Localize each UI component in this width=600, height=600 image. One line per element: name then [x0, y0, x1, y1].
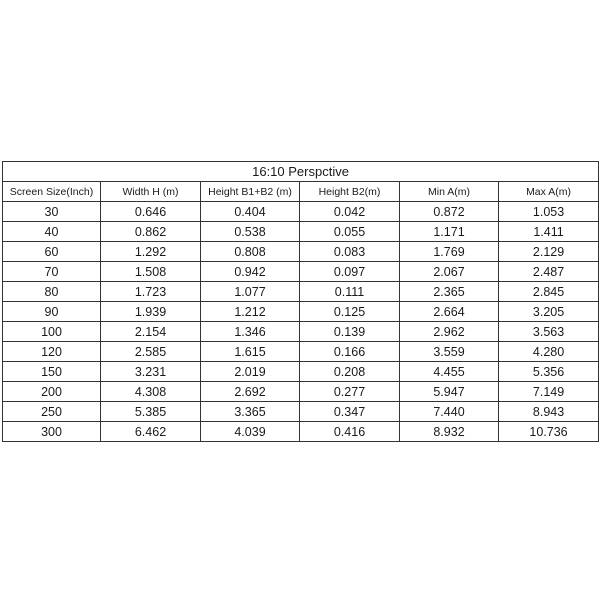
table-body [3, 202, 599, 442]
table-cell: 0.139 [300, 322, 400, 342]
table-cell: 150 [3, 362, 101, 382]
table-cell: 0.055 [300, 222, 400, 242]
table-cell: 3.205 [499, 302, 599, 322]
table-cell: 2.845 [499, 282, 599, 302]
table-cell: 250 [3, 402, 101, 422]
table-row [3, 382, 599, 402]
table-cell: 100 [3, 322, 101, 342]
column-header-min-a: Min A(m) [400, 182, 499, 202]
table-cell: 2.692 [201, 382, 300, 402]
column-header-height-b1-b2: Height B1+B2 (m) [201, 182, 300, 202]
table-cell: 3.365 [201, 402, 300, 422]
table-cell: 0.277 [300, 382, 400, 402]
table-cell: 4.455 [400, 362, 499, 382]
projection-size-table [2, 161, 599, 442]
table-cell: 1.346 [201, 322, 300, 342]
table-cell: 0.042 [300, 202, 400, 222]
table-cell: 0.097 [300, 262, 400, 282]
table-cell: 2.664 [400, 302, 499, 322]
table-cell: 0.208 [300, 362, 400, 382]
table-cell: 60 [3, 242, 101, 262]
table-cell: 0.538 [201, 222, 300, 242]
table-cell: 300 [3, 422, 101, 442]
table-cell: 0.166 [300, 342, 400, 362]
table-cell: 4.039 [201, 422, 300, 442]
table-cell: 0.404 [201, 202, 300, 222]
table-cell: 1.053 [499, 202, 599, 222]
table-header-row [3, 182, 599, 202]
table-cell: 1.615 [201, 342, 300, 362]
table-cell: 1.292 [101, 242, 201, 262]
table-cell: 0.646 [101, 202, 201, 222]
table-cell: 1.077 [201, 282, 300, 302]
column-header-max-a: Max A(m) [499, 182, 599, 202]
table-row [3, 242, 599, 262]
table-row [3, 202, 599, 222]
table-cell: 3.563 [499, 322, 599, 342]
table-cell: 1.723 [101, 282, 201, 302]
table-cell: 2.962 [400, 322, 499, 342]
table-row [3, 402, 599, 422]
table-cell: 1.508 [101, 262, 201, 282]
table-cell: 5.385 [101, 402, 201, 422]
table-cell: 4.308 [101, 382, 201, 402]
table-cell: 0.083 [300, 242, 400, 262]
table-cell: 5.356 [499, 362, 599, 382]
table-row [3, 222, 599, 242]
table-cell: 6.462 [101, 422, 201, 442]
table-cell: 90 [3, 302, 101, 322]
column-header-height-b2: Height B2(m) [300, 182, 400, 202]
table-title-row [3, 162, 599, 182]
table-cell: 0.416 [300, 422, 400, 442]
table-cell: 30 [3, 202, 101, 222]
table-cell: 7.440 [400, 402, 499, 422]
table-cell: 8.932 [400, 422, 499, 442]
table-cell: 2.365 [400, 282, 499, 302]
table-cell: 0.111 [300, 282, 400, 302]
table-row [3, 262, 599, 282]
table-title: 16:10 Perspctive [3, 162, 599, 182]
table-cell: 1.411 [499, 222, 599, 242]
table-cell: 2.067 [400, 262, 499, 282]
table-cell: 0.862 [101, 222, 201, 242]
table-row [3, 342, 599, 362]
table-cell: 2.154 [101, 322, 201, 342]
table-row [3, 422, 599, 442]
column-header-width-h: Width H (m) [101, 182, 201, 202]
table-row [3, 322, 599, 342]
table-cell: 120 [3, 342, 101, 362]
table-cell: 2.585 [101, 342, 201, 362]
table-row [3, 282, 599, 302]
table-cell: 1.939 [101, 302, 201, 322]
table-cell: 0.808 [201, 242, 300, 262]
table-cell: 1.171 [400, 222, 499, 242]
table-cell: 3.559 [400, 342, 499, 362]
table-cell: 7.149 [499, 382, 599, 402]
table-cell: 4.280 [499, 342, 599, 362]
table-cell: 200 [3, 382, 101, 402]
table-cell: 80 [3, 282, 101, 302]
table-row [3, 362, 599, 382]
column-header-screen-size: Screen Size(Inch) [3, 182, 101, 202]
table-cell: 70 [3, 262, 101, 282]
table-cell: 2.129 [499, 242, 599, 262]
table-cell: 0.872 [400, 202, 499, 222]
table-cell: 0.125 [300, 302, 400, 322]
table-cell: 2.487 [499, 262, 599, 282]
table-cell: 0.347 [300, 402, 400, 422]
table-cell: 8.943 [499, 402, 599, 422]
table-cell: 1.769 [400, 242, 499, 262]
table-cell: 0.942 [201, 262, 300, 282]
table-row [3, 302, 599, 322]
table-cell: 3.231 [101, 362, 201, 382]
table-cell: 10.736 [499, 422, 599, 442]
table-cell: 2.019 [201, 362, 300, 382]
table-cell: 5.947 [400, 382, 499, 402]
table-cell: 40 [3, 222, 101, 242]
table-cell: 1.212 [201, 302, 300, 322]
